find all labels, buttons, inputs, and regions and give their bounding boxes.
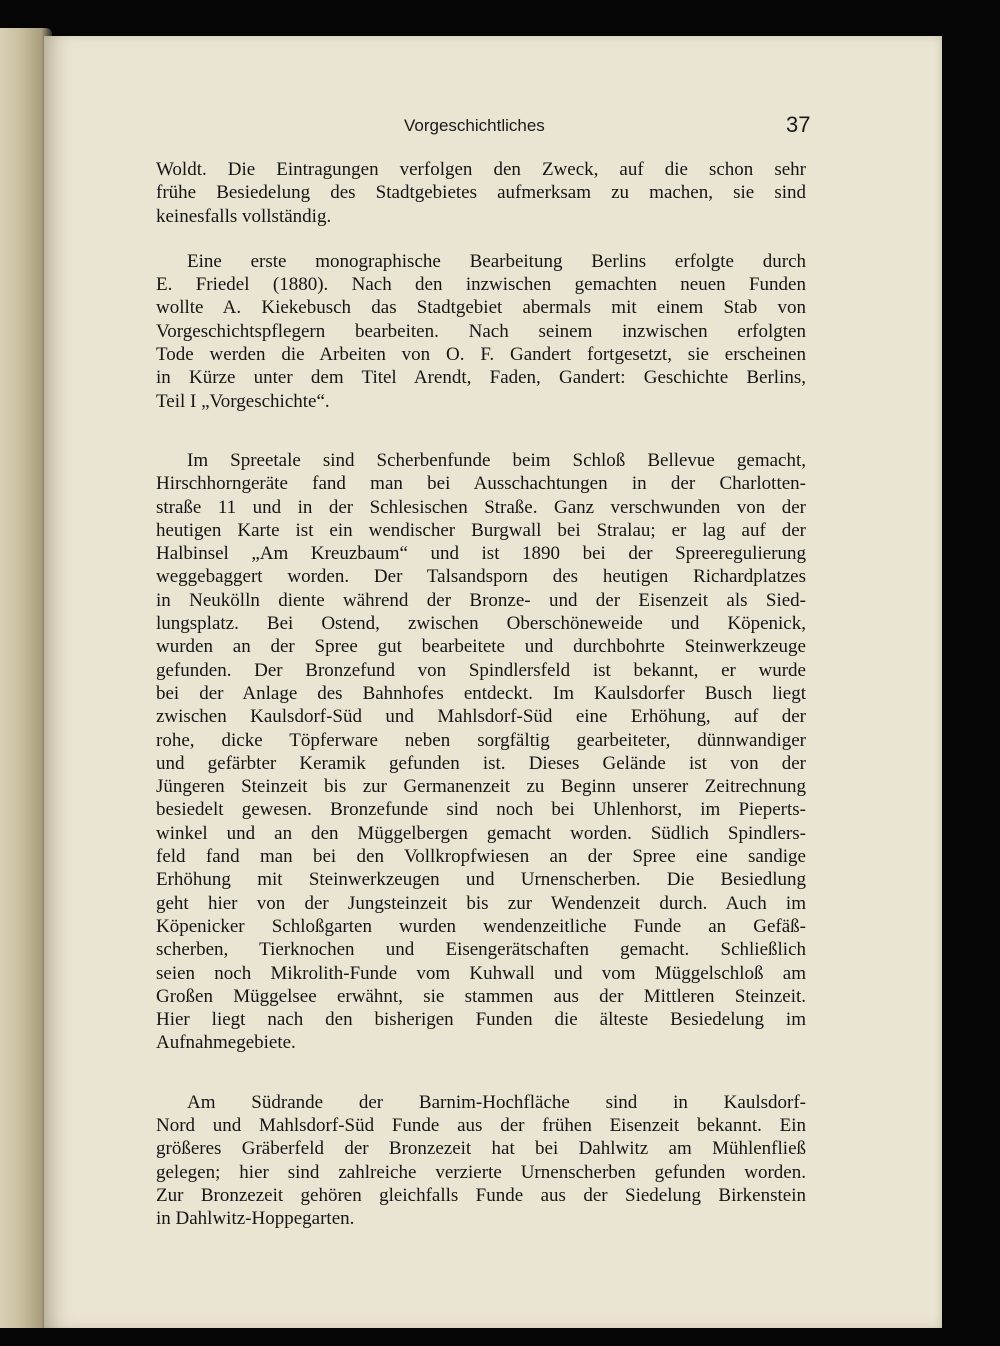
paragraph-1 [156,158,806,228]
text-line: Aufnahmegebiete. [156,1032,296,1054]
text-line: keinesfalls vollständig. [156,205,332,227]
text-line: frühe Besiedelung des Stadtgebietes aufmerksam zu machen, sie sind [156,182,806,204]
text-line: wurden an der Spree gut bearbeitete und durchbohrte Steinwerkzeuge [156,636,806,658]
text-line: Halbinsel „Am Kreuzbaum“ und ist 1890 bei der Spreeregulierung [156,543,806,565]
text-line: in Kürze unter dem Titel Arendt, Faden, Gandert: Geschichte Berlins, [156,367,806,389]
text-line: in Neukölln diente während der Bronze- und der Eisenzeit als Sied- [156,589,806,611]
text-line: Teil I „Vorgeschichte“. [156,390,330,412]
text-line: seien noch Mikrolith-Funde vom Kuhwall und vom Müggelschloß am [156,962,806,984]
text-line: besiedelt gewesen. Bronzefunde sind noch bei Uhlenhorst, im Pieperts- [156,799,806,821]
text-line: Am Südrande der Barnim-Hochfläche sind in Kaulsdorf- [187,1091,806,1113]
running-head: Vorgeschichtliches [404,116,545,135]
book-page [44,36,942,1328]
paragraph-3 [156,449,806,1055]
text-line: größeres Gräberfeld der Bronzezeit hat bei Dahlwitz am Mühlenfließ [156,1138,806,1160]
text-line: feld fand man bei den Vollkropfwiesen an der Spree eine sandige [156,846,806,868]
text-line: bei der Anlage des Bahnhofes entdeckt. Im Kaulsdorfer Busch liegt [156,682,806,704]
text-line: in Dahlwitz-Hoppegarten. [156,1208,355,1230]
text-line: wollte A. Kiekebusch das Stadtgebiet abermals mit einem Stab von [156,297,806,319]
text-line: Nord und Mahlsdorf-Süd Funde aus der frühen Eisenzeit bekannt. Ein [156,1114,806,1136]
text-line: Hirschhorngeräte fand man bei Ausschachtungen in der Charlotten- [156,473,806,495]
text-line: straße 11 und in der Schlesischen Straße. Ganz verschwunden von der [156,496,806,518]
page-number: 37 [786,112,811,137]
text-line: heutigen Karte ist ein wendischer Burgwall bei Stralau; er lag auf der [156,519,806,541]
text-line: Woldt. Die Eintragungen verfolgen den Zweck, auf die schon sehr [156,159,806,180]
text-line: Hier liegt nach den bisherigen Funden die älteste Besiedelung im [156,1009,806,1031]
text-line: Eine erste monographische Bearbeitung Berlins erfolgte durch [187,250,806,272]
text-line: E. Friedel (1880). Nach den inzwischen gemachten neuen Funden [156,274,806,296]
text-line: und gefärbter Keramik gefunden ist. Dieses Gelände ist von der [156,752,806,774]
text-line: Erhöhung mit Steinwerkzeugen und Urnenscherben. Die Besiedlung [156,869,806,891]
text-line: Zur Bronzezeit gehören gleichfalls Funde aus der Siedelung Birkenstein [156,1184,806,1206]
text-line: winkel und an den Müggelbergen gemacht worden. Südlich Spindlers- [156,822,806,844]
paragraph-2 [156,250,806,413]
text-line: Köpenicker Schloßgarten wurden wendenzeitliche Funde an Gefäß- [156,915,806,937]
text-line: weggebaggert worden. Der Talsandsporn des heutigen Richardplatzes [156,566,806,588]
text-line: lungsplatz. Bei Ostend, zwischen Oberschöneweide und Köpenick, [156,613,806,635]
text-line: Jüngeren Steinzeit bis zur Germanenzeit zu Beginn unserer Zeitrechnung [156,776,806,798]
text-line: geht hier von der Jungsteinzeit bis zur Wendenzeit durch. Auch im [156,892,806,914]
text-line: zwischen Kaulsdorf-Süd und Mahlsdorf-Süd eine Erhöhung, auf der [156,706,806,728]
text-line: Vorgeschichtspflegern bearbeiten. Nach seinem inzwischen erfolgten [156,320,806,342]
body-text [156,158,806,1230]
text-line: gefunden. Der Bronzefund von Spindlersfeld ist bekannt, er wurde [156,659,806,681]
text-line: Tode werden die Arbeiten von O. F. Gandert fortgesetzt, sie erscheinen [156,344,806,366]
text-line: scherben, Tierknochen und Eisengerätschaften gemacht. Schließlich [156,939,806,961]
text-line: rohe, dicke Töpferware neben sorgfältig gearbeiteter, dünnwandiger [156,729,806,751]
text-line: gelegen; hier sind zahlreiche verzierte Urnenscherben gefunden worden. [156,1161,806,1183]
text-line: Im Spreetale sind Scherbenfunde beim Schloß Bellevue gemacht, [187,449,806,471]
paragraph-4 [156,1091,806,1231]
text-line: Großen Müggelsee erwähnt, sie stammen aus der Mittleren Steinzeit. [156,985,806,1007]
page-header [44,112,942,142]
